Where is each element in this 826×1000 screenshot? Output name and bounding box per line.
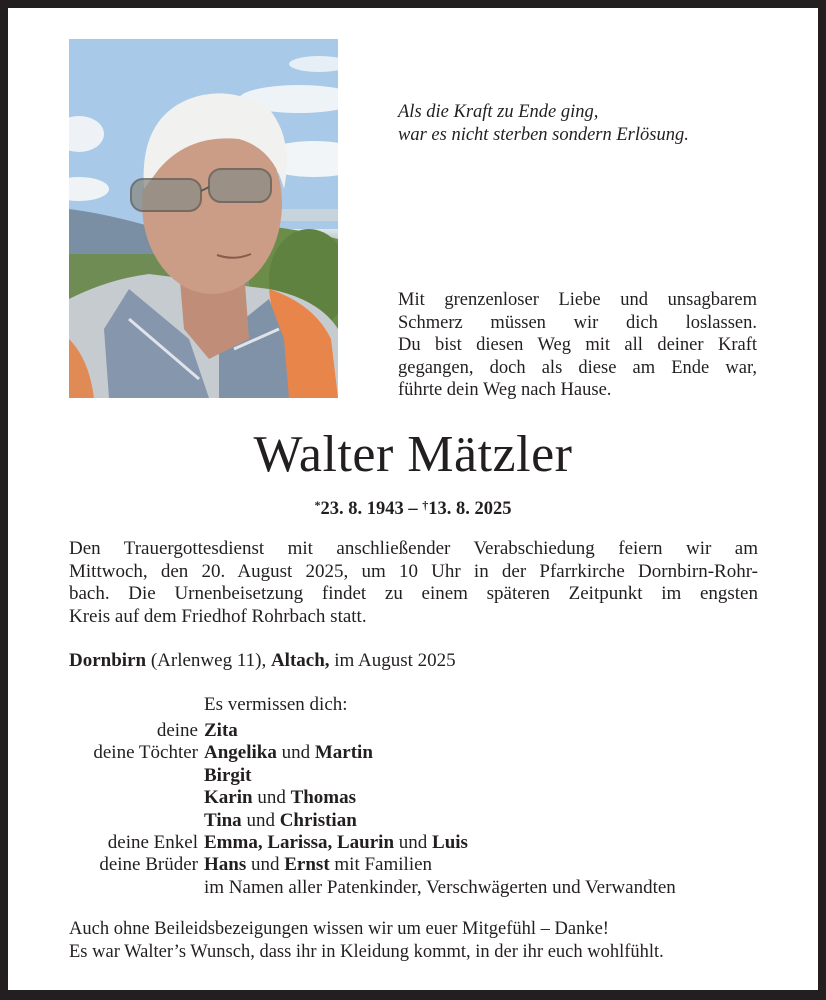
service-line: Mittwoch, den 20. August 2025, um 10 Uhr in der Pfarrkirche Dornbirn-Rohr- [69, 560, 758, 582]
mourner-name: Luis [432, 832, 468, 854]
city-dornbirn: Dornbirn [69, 650, 147, 671]
mourner-relation [40, 810, 204, 832]
mourner-row [40, 742, 800, 764]
mourner-names [204, 854, 432, 876]
quote-line-2: war es nicht sterben sondern Erlösung. [398, 125, 689, 145]
deceased-name: Walter Mätzler [253, 426, 573, 483]
service-line: Kreis auf dem Friedhof Rohrbach statt. [69, 605, 367, 627]
mourner-name: Birgit [204, 764, 252, 786]
poem-line: Schmerz müssen wir dich loslassen. [398, 312, 757, 333]
poem-line: gegangen, doch als diese am Ende war, [398, 357, 757, 378]
mourner-connector: und [252, 787, 291, 809]
portrait-photo [69, 39, 338, 398]
poem [398, 289, 757, 402]
mourner-row [40, 787, 800, 809]
mourner-connector: und [394, 832, 433, 854]
mourner-row [40, 854, 800, 876]
mourner-row [40, 765, 800, 787]
mourner-connector: und [246, 854, 285, 876]
mourners-intro: Es vermissen dich: [204, 694, 348, 715]
service-line: Den Trauergottesdienst mit anschließender Verabschiedung feiern wir am [69, 538, 758, 559]
poem-line: führte dein Weg nach Hause. [398, 380, 612, 401]
mourner-relation: deine [156, 720, 198, 741]
death-symbol: † [422, 498, 429, 512]
death-date: 13. 8. 2025 [428, 499, 512, 519]
service-announcement [69, 538, 758, 628]
mourner-name: Emma, Larissa, Laurin [204, 832, 395, 854]
closing-line-2: Es war Walter’s Wunsch, dass ihr in Kleidung kommt, in der ihr euch wohlfühlt. [69, 941, 664, 962]
mourners-list [40, 720, 800, 899]
mourner-names [204, 787, 356, 809]
mourner-row [40, 832, 800, 854]
mourner-names [204, 720, 238, 742]
mourner-name: Ernst [284, 854, 330, 876]
closing-note [69, 918, 664, 963]
mourner-relation [40, 787, 204, 809]
mourner-relation: deine Brüder [99, 854, 198, 876]
mourner-name: Christian [279, 809, 357, 831]
mourner-name: Hans [204, 854, 247, 876]
mourner-name: Tina [204, 809, 242, 831]
mourner-relation: deine Enkel [107, 832, 198, 854]
mourner-names [204, 765, 252, 787]
mourner-row [40, 877, 800, 899]
mourner-name: Angelika [204, 742, 277, 764]
mourner-names [204, 810, 357, 832]
mourner-name: Martin [314, 742, 373, 764]
place-and-date [69, 650, 456, 672]
mourner-names [204, 832, 468, 854]
quote [398, 101, 778, 147]
mourner-names [204, 877, 676, 899]
life-dates [0, 494, 826, 520]
city-altach: Altach, [270, 650, 330, 671]
birth-date: 23. 8. 1943 [320, 499, 404, 519]
mourner-relation [40, 877, 204, 899]
mourner-relation [40, 765, 204, 787]
closing-line-1: Auch ohne Beileidsbezeigungen wissen wir um euer Mitgefühl – Danke! [69, 919, 609, 939]
birth-symbol: * [314, 498, 321, 512]
mourner-connector: und [241, 809, 280, 831]
mourner-name: Zita [204, 720, 238, 741]
mourner-connector: im Namen aller Patenkinder, Verschwägerten und Verwandten [204, 876, 676, 898]
mourner-relation: deine Töchter [93, 742, 198, 764]
portrait-image [69, 39, 338, 398]
mourner-row [40, 720, 800, 742]
poem-line: Mit grenzenloser Liebe und unsagbarem [398, 290, 757, 310]
mourner-name: Karin [204, 787, 253, 809]
poem-line: Du bist diesen Weg mit all deiner Kraft [398, 335, 757, 356]
service-line: bach. Die Urnenbeisetzung findet zu einem späteren Zeitpunkt im engsten [69, 583, 758, 605]
mourner-names [204, 742, 373, 764]
quote-line-1: Als die Kraft zu Ende ging, [398, 102, 599, 122]
month-year: im August 2025 [329, 650, 456, 671]
date-separator: – [403, 499, 423, 519]
mourner-name: Thomas [290, 787, 357, 809]
mourner-row [40, 810, 800, 832]
mourner-connector: und [276, 742, 315, 764]
mourner-connector: mit Familien [329, 854, 433, 876]
address: (Arlenweg 11), [146, 650, 271, 671]
